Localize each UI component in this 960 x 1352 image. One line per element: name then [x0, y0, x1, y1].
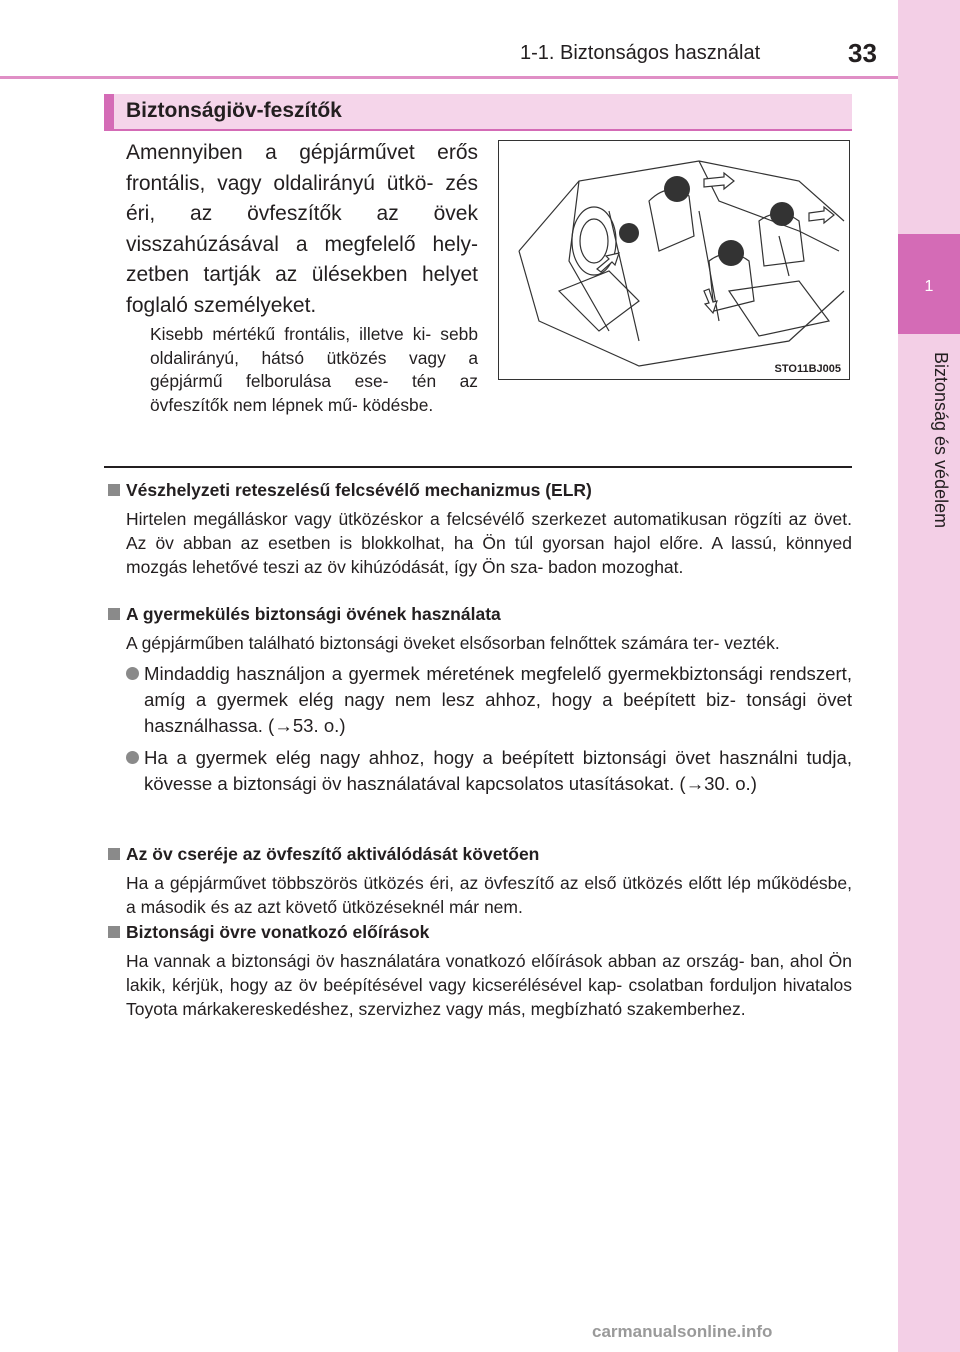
item-heading [108, 920, 852, 944]
item-text: A gépjárműben található biztonsági öveket elsősorban felnőttek számára ter- vezték. [126, 633, 780, 653]
item-heading-text: Az öv cseréje az övfeszítő aktiválódását követően [126, 844, 540, 864]
bullet-text: Mindaddig használjon a gyermek méretének megfelelő gyermekbiztonsági rendszert, amíg a gyermek elég nagy nem lesz ahhoz, hogy a beépített biz- tonsági övet használhassa. (→53. o.) [144, 663, 852, 736]
header-rule [0, 76, 898, 79]
section-heading-accent [104, 94, 114, 130]
watermark: carmanualsonline.info [592, 1322, 773, 1341]
round-bullet-icon [126, 751, 139, 764]
figure-code: STO11BJ005 [774, 363, 841, 375]
running-header: 1-1. Biztonságos használat [520, 42, 761, 64]
item-heading [108, 602, 852, 626]
item-heading [108, 842, 852, 866]
section-heading-underline [104, 129, 852, 131]
item-heading-text: Biztonsági övre vonatkozó előírások [126, 922, 430, 942]
side-tab-label: Biztonság és védelem [931, 352, 951, 529]
page-number: 33 [848, 38, 877, 68]
bullet-item [126, 745, 852, 797]
square-bullet-icon [108, 484, 120, 496]
item-regulations [108, 920, 852, 1021]
intro-note: Kisebb mértékű frontális, illetve ki- sebb oldalirányú, hátsó ütközés vagy a gépjármű felborulása ese- tén az övfeszítők nem lépnek mű- ködésbe. [150, 324, 478, 415]
item-replacement [108, 842, 852, 919]
intro-paragraph: Amennyiben a gépjárművet erős frontális, vagy oldalirányú ütkö- zés éri, az övfeszítők az övek visszahúzásával a megfelelő hely- zetben tartják az ülésekben helyet foglaló személyeket. [126, 141, 478, 317]
car-interior-drawing [499, 141, 848, 378]
item-text: Hirtelen megálláskor vagy ütközéskor a felcsévélő szerkezet automatikusan rögzíti az övet. Az öv abban az esetben is blokkolhat, ha Ön túl gyorsan hajol előre. A lassú, könnyed mozgás lehetővé teszi az öv kihúzódását, így Ön sza- badon mozoghat. [126, 509, 852, 577]
item-elr [108, 478, 852, 579]
round-bullet-icon [126, 667, 139, 680]
item-heading-text: A gyermekülés biztonsági övének használata [126, 604, 501, 624]
side-tab-background [898, 0, 960, 1352]
section-heading: Biztonságiöv-feszítők [126, 99, 342, 122]
section-divider [104, 466, 852, 468]
square-bullet-icon [108, 608, 120, 620]
item-heading-text: Vészhelyzeti reteszelésű felcsévélő mechanizmus (ELR) [126, 480, 592, 500]
item-text: Ha a gépjárművet többszörös ütközés éri, az övfeszítő az első ütközés előtt lép működésbe, a második és az azt követő ütközéseknél már nem. [126, 873, 852, 917]
seatbelt-pretensioner-illustration [498, 140, 850, 380]
square-bullet-icon [108, 926, 120, 938]
bullet-text: Ha a gyermek elég nagy ahhoz, hogy a beépített biztonsági övet használni tudja, kövesse a biztonsági öv használatával kapcsolatos utasításokat. (→30. o.) [144, 747, 852, 794]
side-tab-chapter-number: 1 [924, 278, 934, 295]
item-child-seatbelt [108, 602, 852, 797]
square-bullet-icon [108, 848, 120, 860]
item-heading [108, 478, 852, 502]
item-text: Ha vannak a biztonsági öv használatára vonatkozó előírások abban az ország- ban, ahol Ön lakik, kérjük, hogy az öv beépítésével vagy kicserélésével kap- csolatban forduljon hivatalos Toyota márkakereskedéshez, szervizhez vagy más, megbízható szakemberhez. [126, 951, 852, 1019]
bullet-item [126, 661, 852, 739]
